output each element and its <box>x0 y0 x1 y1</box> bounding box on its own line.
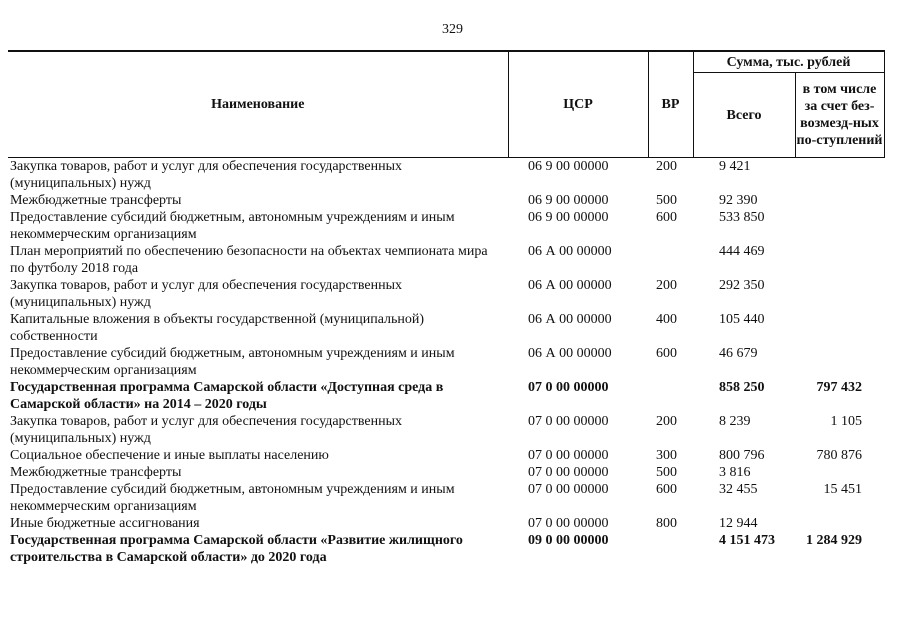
cell-incl: 797 432 <box>816 380 862 395</box>
cell-csr: 06 А 00 00000 <box>528 346 612 361</box>
cell-vr: 600 <box>656 482 677 497</box>
cell-vr <box>648 532 693 566</box>
cell-total: 533 850 <box>719 210 765 225</box>
cell-csr: 06 А 00 00000 <box>528 278 612 293</box>
cell-vr: 800 <box>656 516 677 531</box>
table-row <box>8 243 884 277</box>
cell-total: 46 679 <box>719 346 758 361</box>
cell-vr: 200 <box>656 414 677 429</box>
cell-total: 8 239 <box>719 414 751 429</box>
table-row <box>8 277 884 311</box>
table-row <box>8 192 884 209</box>
cell-csr: 07 0 00 00000 <box>528 380 609 395</box>
page-number: 329 <box>442 22 463 37</box>
cell-vr: 500 <box>656 465 677 480</box>
cell-vr <box>648 243 693 277</box>
table-row <box>8 532 884 566</box>
cell-vr: 600 <box>656 346 677 361</box>
cell-total: 3 816 <box>719 465 751 480</box>
cell-name: Капитальные вложения в объекты государственной (муниципальной) собственности <box>10 312 425 344</box>
cell-incl <box>795 209 884 243</box>
cell-name: Межбюджетные трансферты <box>10 465 182 480</box>
cell-total: 92 390 <box>719 193 758 208</box>
cell-name: Предоставление субсидий бюджетным, автономным учреждениям и иным некоммерческим организациям <box>10 210 455 242</box>
cell-name: Предоставление субсидий бюджетным, автономным учреждениям и иным некоммерческим организациям <box>10 346 455 378</box>
table-row <box>8 464 884 481</box>
cell-incl <box>795 311 884 345</box>
table-row <box>8 447 884 464</box>
cell-incl <box>795 158 884 193</box>
cell-csr: 07 0 00 00000 <box>528 414 609 429</box>
cell-csr: 07 0 00 00000 <box>528 448 609 463</box>
cell-incl <box>795 192 884 209</box>
cell-name: Межбюджетные трансферты <box>10 193 182 208</box>
cell-csr: 06 9 00 00000 <box>528 193 609 208</box>
cell-incl <box>795 277 884 311</box>
cell-name: Государственная программа Самарской области «Доступная среда в Самарской области» на 2014 – 2020 годы <box>10 380 444 412</box>
cell-csr: 09 0 00 00000 <box>528 533 609 548</box>
table-body <box>8 158 884 567</box>
cell-name: Закупка товаров, работ и услуг для обеспечения государственных (муниципальных) нужд <box>10 278 403 310</box>
table-row <box>8 515 884 532</box>
cell-vr: 200 <box>656 278 677 293</box>
cell-name: Закупка товаров, работ и услуг для обеспечения государственных (муниципальных) нужд <box>10 414 403 446</box>
cell-total: 444 469 <box>719 244 765 259</box>
table-row <box>8 481 884 515</box>
cell-incl <box>795 464 884 481</box>
table-row <box>8 311 884 345</box>
table-row <box>8 379 884 413</box>
cell-csr: 07 0 00 00000 <box>528 516 609 531</box>
cell-csr: 07 0 00 00000 <box>528 465 609 480</box>
table-row <box>8 345 884 379</box>
header-sum-group: Сумма, тыс. рублей <box>693 51 884 73</box>
cell-vr <box>648 379 693 413</box>
cell-incl: 1 105 <box>830 414 862 429</box>
cell-total: 800 796 <box>719 448 765 463</box>
cell-csr: 06 9 00 00000 <box>528 159 609 174</box>
cell-name: Иные бюджетные ассигнования <box>10 516 200 531</box>
cell-csr: 06 9 00 00000 <box>528 210 609 225</box>
cell-vr: 600 <box>656 210 677 225</box>
cell-vr: 400 <box>656 312 677 327</box>
header-csr: ЦСР <box>508 51 648 158</box>
cell-incl <box>795 345 884 379</box>
cell-total: 858 250 <box>719 380 765 395</box>
cell-incl: 1 284 929 <box>806 533 862 548</box>
cell-name: План мероприятий по обеспечению безопасности на объектах чемпионата мира по футболу 2018 года <box>10 244 488 276</box>
header-incl: в том числе за счет без-возмезд-ных по-ступлений <box>795 73 884 158</box>
cell-incl: 15 451 <box>823 482 862 497</box>
cell-name: Социальное обеспечение и иные выплаты населению <box>10 448 329 463</box>
budget-table-container <box>8 50 884 566</box>
cell-total: 9 421 <box>719 159 751 174</box>
table-row <box>8 209 884 243</box>
cell-incl: 780 876 <box>816 448 862 463</box>
cell-vr: 500 <box>656 193 677 208</box>
cell-total: 32 455 <box>719 482 758 497</box>
cell-csr: 07 0 00 00000 <box>528 482 609 497</box>
table-row <box>8 158 884 193</box>
table-header <box>8 51 884 158</box>
cell-incl <box>795 243 884 277</box>
cell-name: Предоставление субсидий бюджетным, автономным учреждениям и иным некоммерческим организациям <box>10 482 455 514</box>
cell-csr: 06 А 00 00000 <box>528 244 612 259</box>
cell-total: 292 350 <box>719 278 765 293</box>
cell-vr: 200 <box>656 159 677 174</box>
cell-csr: 06 А 00 00000 <box>528 312 612 327</box>
cell-total: 105 440 <box>719 312 765 327</box>
cell-vr: 300 <box>656 448 677 463</box>
budget-table <box>8 50 885 566</box>
cell-total: 12 944 <box>719 516 758 531</box>
cell-total: 4 151 473 <box>719 533 775 548</box>
header-total: Всего <box>693 73 795 158</box>
cell-incl <box>795 515 884 532</box>
table-row <box>8 413 884 447</box>
header-vr: ВР <box>648 51 693 158</box>
header-name: Наименование <box>8 51 508 158</box>
cell-name: Государственная программа Самарской области «Развитие жилищного строительства в Самарской области» до 2020 года <box>10 533 463 565</box>
cell-name: Закупка товаров, работ и услуг для обеспечения государственных (муниципальных) нужд <box>10 159 403 191</box>
